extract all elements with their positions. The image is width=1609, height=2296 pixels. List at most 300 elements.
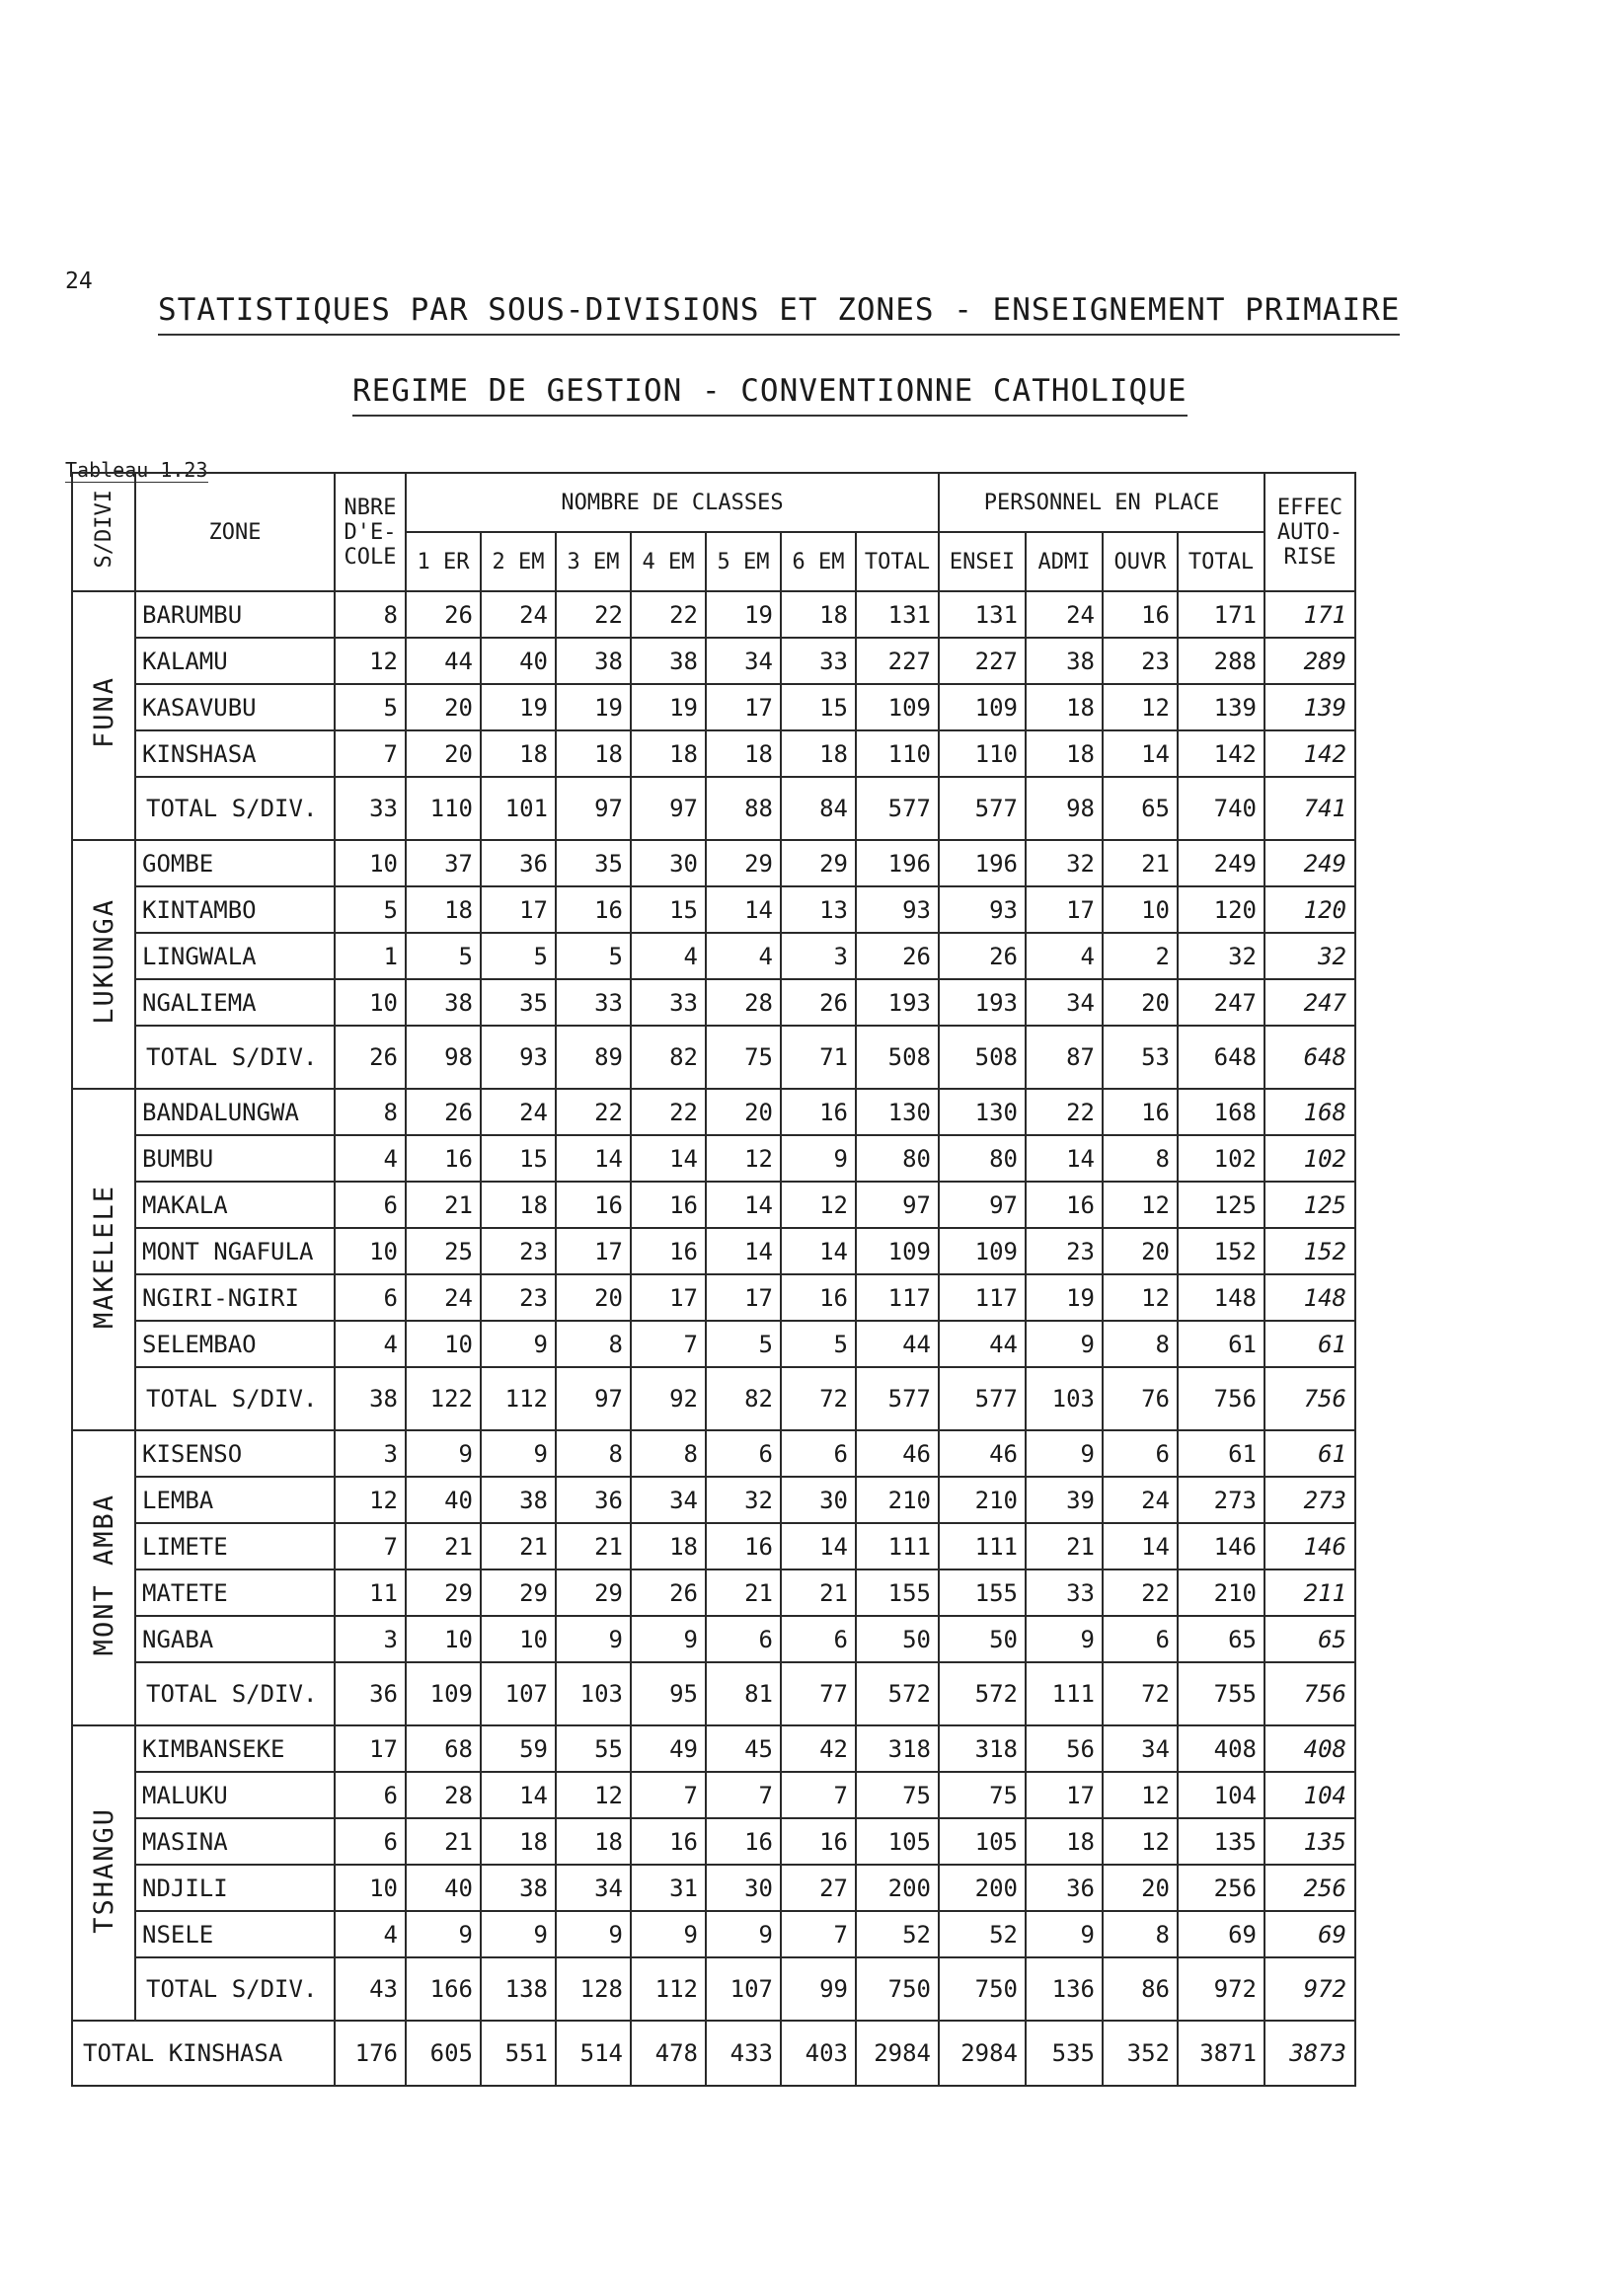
value-cell: 77 <box>781 1662 856 1725</box>
value-cell: 8 <box>335 1089 406 1135</box>
value-cell: 577 <box>939 777 1026 840</box>
value-cell: 82 <box>631 1026 706 1089</box>
value-cell: 35 <box>481 979 556 1026</box>
value-cell: 72 <box>781 1367 856 1430</box>
value-cell: 12 <box>706 1135 781 1182</box>
table-row <box>72 1430 1355 1477</box>
value-cell: 18 <box>1026 684 1103 730</box>
value-cell: 72 <box>1103 1662 1178 1725</box>
value-cell: 196 <box>939 840 1026 886</box>
value-cell: 44 <box>406 638 481 684</box>
value-cell: 38 <box>1026 638 1103 684</box>
effectif-cell: 249 <box>1264 840 1355 886</box>
value-cell: 19 <box>481 684 556 730</box>
zone-name: GOMBE <box>135 840 335 886</box>
table-row <box>72 1865 1355 1911</box>
table-row <box>72 1911 1355 1957</box>
value-cell: 69 <box>1178 1911 1264 1957</box>
value-cell: 32 <box>1178 933 1264 979</box>
value-cell: 577 <box>939 1367 1026 1430</box>
table-reference: Tableau 1.23 <box>65 458 208 482</box>
table-row <box>72 1182 1355 1228</box>
value-cell: 71 <box>781 1026 856 1089</box>
value-cell: 53 <box>1103 1026 1178 1089</box>
table-row <box>72 1321 1355 1367</box>
value-cell: 42 <box>781 1725 856 1772</box>
zone-name: NGABA <box>135 1616 335 1662</box>
value-cell: 11 <box>335 1569 406 1616</box>
value-cell: 36 <box>1026 1865 1103 1911</box>
value-cell: 288 <box>1178 638 1264 684</box>
grand-total-row <box>72 2021 1355 2086</box>
value-cell: 9 <box>406 1911 481 1957</box>
value-cell: 9 <box>556 1911 631 1957</box>
value-cell: 155 <box>939 1569 1026 1616</box>
value-cell: 38 <box>335 1367 406 1430</box>
value-cell: 152 <box>1178 1228 1264 1274</box>
value-cell: 39 <box>1026 1477 1103 1523</box>
subdivision-total-row <box>72 777 1355 840</box>
value-cell: 10 <box>406 1616 481 1662</box>
value-cell: 18 <box>556 1818 631 1865</box>
value-cell: 4 <box>335 1321 406 1367</box>
value-cell: 32 <box>1026 840 1103 886</box>
value-cell: 93 <box>939 886 1026 933</box>
value-cell: 55 <box>556 1725 631 1772</box>
value-cell: 92 <box>631 1367 706 1430</box>
value-cell: 171 <box>1178 591 1264 638</box>
value-cell: 18 <box>1026 730 1103 777</box>
value-cell: 200 <box>856 1865 939 1911</box>
value-cell: 61 <box>1178 1321 1264 1367</box>
value-cell: 14 <box>781 1523 856 1569</box>
value-cell: 8 <box>631 1430 706 1477</box>
value-cell: 40 <box>406 1477 481 1523</box>
document-title: STATISTIQUES PAR SOUS-DIVISIONS ET ZONES - ENSEIGNEMENT PRIMAIRE <box>158 292 1400 336</box>
value-cell: 65 <box>1103 777 1178 840</box>
value-cell: 648 <box>1178 1026 1264 1089</box>
effectif-cell: 148 <box>1264 1274 1355 1321</box>
table-row <box>72 1725 1355 1772</box>
value-cell: 7 <box>631 1772 706 1818</box>
value-cell: 7 <box>781 1911 856 1957</box>
subdivision-label: FUNA <box>72 591 135 840</box>
value-cell: 122 <box>406 1367 481 1430</box>
value-cell: 21 <box>706 1569 781 1616</box>
effectif-cell: 408 <box>1264 1725 1355 1772</box>
value-cell: 6 <box>335 1182 406 1228</box>
value-cell: 256 <box>1178 1865 1264 1911</box>
value-cell: 131 <box>939 591 1026 638</box>
effectif-cell: 135 <box>1264 1818 1355 1865</box>
effectif-cell: 648 <box>1264 1026 1355 1089</box>
value-cell: 12 <box>1103 684 1178 730</box>
subdivision-total-row <box>72 1026 1355 1089</box>
value-cell: 577 <box>856 1367 939 1430</box>
zone-name: KASAVUBU <box>135 684 335 730</box>
value-cell: 6 <box>706 1430 781 1477</box>
value-cell: 9 <box>556 1616 631 1662</box>
value-cell: 21 <box>481 1523 556 1569</box>
value-cell: 18 <box>481 1818 556 1865</box>
value-cell: 76 <box>1103 1367 1178 1430</box>
value-cell: 117 <box>939 1274 1026 1321</box>
value-cell: 107 <box>481 1662 556 1725</box>
value-cell: 50 <box>939 1616 1026 1662</box>
value-cell: 7 <box>335 1523 406 1569</box>
value-cell: 38 <box>631 638 706 684</box>
value-cell: 16 <box>1103 591 1178 638</box>
value-cell: 227 <box>856 638 939 684</box>
value-cell: 24 <box>481 1089 556 1135</box>
value-cell: 535 <box>1026 2021 1103 2086</box>
value-cell: 33 <box>631 979 706 1026</box>
value-cell: 12 <box>781 1182 856 1228</box>
subdivision-total-row <box>72 1367 1355 1430</box>
value-cell: 8 <box>1103 1135 1178 1182</box>
value-cell: 97 <box>939 1182 1026 1228</box>
value-cell: 26 <box>631 1569 706 1616</box>
value-cell: 16 <box>556 1182 631 1228</box>
zone-name: MATETE <box>135 1569 335 1616</box>
effectif-cell: 972 <box>1264 1957 1355 2021</box>
value-cell: 19 <box>556 684 631 730</box>
value-cell: 14 <box>481 1772 556 1818</box>
value-cell: 478 <box>631 2021 706 2086</box>
value-cell: 61 <box>1178 1430 1264 1477</box>
value-cell: 38 <box>481 1865 556 1911</box>
value-cell: 740 <box>1178 777 1264 840</box>
value-cell: 4 <box>335 1135 406 1182</box>
effectif-cell: 120 <box>1264 886 1355 933</box>
value-cell: 572 <box>856 1662 939 1725</box>
header-classes-total: TOTAL <box>856 532 939 591</box>
value-cell: 142 <box>1178 730 1264 777</box>
value-cell: 130 <box>939 1089 1026 1135</box>
header-effec-autorise: EFFEC AUTO- RISE <box>1264 473 1355 591</box>
value-cell: 16 <box>706 1523 781 1569</box>
value-cell: 17 <box>706 684 781 730</box>
value-cell: 10 <box>335 1865 406 1911</box>
value-cell: 135 <box>1178 1818 1264 1865</box>
value-cell: 30 <box>631 840 706 886</box>
table-row <box>72 1818 1355 1865</box>
value-cell: 7 <box>706 1772 781 1818</box>
value-cell: 139 <box>1178 684 1264 730</box>
effectif-cell: 102 <box>1264 1135 1355 1182</box>
effectif-cell: 247 <box>1264 979 1355 1026</box>
value-cell: 10 <box>335 840 406 886</box>
value-cell: 29 <box>706 840 781 886</box>
value-cell: 18 <box>481 1182 556 1228</box>
value-cell: 21 <box>556 1523 631 1569</box>
value-cell: 109 <box>856 1228 939 1274</box>
value-cell: 508 <box>856 1026 939 1089</box>
zone-name: KALAMU <box>135 638 335 684</box>
value-cell: 8 <box>335 591 406 638</box>
value-cell: 12 <box>556 1772 631 1818</box>
effectif-cell: 65 <box>1264 1616 1355 1662</box>
value-cell: 34 <box>706 638 781 684</box>
value-cell: 247 <box>1178 979 1264 1026</box>
value-cell: 23 <box>1103 638 1178 684</box>
value-cell: 26 <box>335 1026 406 1089</box>
value-cell: 227 <box>939 638 1026 684</box>
zone-name: BUMBU <box>135 1135 335 1182</box>
value-cell: 110 <box>856 730 939 777</box>
zone-name: NGIRI-NGIRI <box>135 1274 335 1321</box>
value-cell: 4 <box>1026 933 1103 979</box>
value-cell: 29 <box>406 1569 481 1616</box>
value-cell: 17 <box>1026 886 1103 933</box>
value-cell: 80 <box>939 1135 1026 1182</box>
header-1er: 1 ER <box>406 532 481 591</box>
value-cell: 6 <box>1103 1616 1178 1662</box>
value-cell: 12 <box>335 1477 406 1523</box>
value-cell: 10 <box>1103 886 1178 933</box>
value-cell: 6 <box>781 1616 856 1662</box>
value-cell: 29 <box>556 1569 631 1616</box>
header-5em: 5 EM <box>706 532 781 591</box>
effectif-cell: 146 <box>1264 1523 1355 1569</box>
value-cell: 21 <box>1026 1523 1103 1569</box>
value-cell: 14 <box>706 886 781 933</box>
zone-name: KISENSO <box>135 1430 335 1477</box>
value-cell: 17 <box>481 886 556 933</box>
header-nbre-ecole: NBRE D'E- COLE <box>335 473 406 591</box>
value-cell: 16 <box>1103 1089 1178 1135</box>
value-cell: 210 <box>1178 1569 1264 1616</box>
value-cell: 7 <box>631 1321 706 1367</box>
value-cell: 14 <box>706 1228 781 1274</box>
value-cell: 2984 <box>939 2021 1026 2086</box>
value-cell: 105 <box>939 1818 1026 1865</box>
value-cell: 34 <box>1103 1725 1178 1772</box>
value-cell: 109 <box>939 684 1026 730</box>
zone-name: MAKALA <box>135 1182 335 1228</box>
value-cell: 6 <box>335 1772 406 1818</box>
effectif-cell: 125 <box>1264 1182 1355 1228</box>
value-cell: 36 <box>481 840 556 886</box>
value-cell: 514 <box>556 2021 631 2086</box>
value-cell: 6 <box>1103 1430 1178 1477</box>
value-cell: 40 <box>481 638 556 684</box>
value-cell: 16 <box>706 1818 781 1865</box>
table-row <box>72 979 1355 1026</box>
value-cell: 16 <box>781 1274 856 1321</box>
value-cell: 21 <box>406 1818 481 1865</box>
zone-name: MONT NGAFULA <box>135 1228 335 1274</box>
value-cell: 26 <box>856 933 939 979</box>
table-row <box>72 730 1355 777</box>
value-cell: 8 <box>556 1321 631 1367</box>
value-cell: 36 <box>556 1477 631 1523</box>
value-cell: 75 <box>856 1772 939 1818</box>
table-row <box>72 1089 1355 1135</box>
value-cell: 98 <box>406 1026 481 1089</box>
effectif-cell: 69 <box>1264 1911 1355 1957</box>
value-cell: 5 <box>706 1321 781 1367</box>
value-cell: 125 <box>1178 1182 1264 1228</box>
value-cell: 756 <box>1178 1367 1264 1430</box>
value-cell: 4 <box>335 1911 406 1957</box>
value-cell: 120 <box>1178 886 1264 933</box>
value-cell: 38 <box>556 638 631 684</box>
value-cell: 16 <box>781 1818 856 1865</box>
value-cell: 5 <box>406 933 481 979</box>
value-cell: 24 <box>1026 591 1103 638</box>
effectif-cell: 756 <box>1264 1367 1355 1430</box>
value-cell: 15 <box>481 1135 556 1182</box>
value-cell: 9 <box>631 1616 706 1662</box>
value-cell: 109 <box>406 1662 481 1725</box>
value-cell: 14 <box>781 1228 856 1274</box>
value-cell: 577 <box>856 777 939 840</box>
value-cell: 33 <box>1026 1569 1103 1616</box>
value-cell: 605 <box>406 2021 481 2086</box>
value-cell: 88 <box>706 777 781 840</box>
value-cell: 155 <box>856 1569 939 1616</box>
zone-name: BARUMBU <box>135 591 335 638</box>
value-cell: 200 <box>939 1865 1026 1911</box>
value-cell: 43 <box>335 1957 406 2021</box>
value-cell: 572 <box>939 1662 1026 1725</box>
value-cell: 21 <box>1103 840 1178 886</box>
value-cell: 20 <box>1103 979 1178 1026</box>
value-cell: 29 <box>481 1569 556 1616</box>
value-cell: 9 <box>1026 1911 1103 1957</box>
value-cell: 97 <box>856 1182 939 1228</box>
value-cell: 23 <box>1026 1228 1103 1274</box>
value-cell: 37 <box>406 840 481 886</box>
zone-name: KINTAMBO <box>135 886 335 933</box>
value-cell: 6 <box>781 1430 856 1477</box>
value-cell: 9 <box>631 1911 706 1957</box>
subdivision-label: MAKELELE <box>72 1089 135 1430</box>
value-cell: 972 <box>1178 1957 1264 2021</box>
value-cell: 20 <box>1103 1228 1178 1274</box>
value-cell: 14 <box>1103 1523 1178 1569</box>
value-cell: 107 <box>706 1957 781 2021</box>
value-cell: 130 <box>856 1089 939 1135</box>
effectif-cell: 104 <box>1264 1772 1355 1818</box>
value-cell: 131 <box>856 591 939 638</box>
value-cell: 7 <box>781 1772 856 1818</box>
value-cell: 20 <box>1103 1865 1178 1911</box>
value-cell: 168 <box>1178 1089 1264 1135</box>
header-nombre-classes: NOMBRE DE CLASSES <box>406 473 939 532</box>
subdivision-label: LUKUNGA <box>72 840 135 1089</box>
value-cell: 10 <box>406 1321 481 1367</box>
zone-name: KIMBANSEKE <box>135 1725 335 1772</box>
value-cell: 4 <box>706 933 781 979</box>
value-cell: 97 <box>631 777 706 840</box>
value-cell: 273 <box>1178 1477 1264 1523</box>
value-cell: 166 <box>406 1957 481 2021</box>
subdivision-label: TSHANGU <box>72 1725 135 2021</box>
value-cell: 22 <box>556 591 631 638</box>
value-cell: 17 <box>706 1274 781 1321</box>
value-cell: 24 <box>481 591 556 638</box>
grand-total-label: TOTAL KINSHASA <box>72 2021 335 2086</box>
value-cell: 36 <box>335 1662 406 1725</box>
value-cell: 136 <box>1026 1957 1103 2021</box>
value-cell: 10 <box>481 1616 556 1662</box>
value-cell: 18 <box>706 730 781 777</box>
value-cell: 19 <box>706 591 781 638</box>
zone-name: MASINA <box>135 1818 335 1865</box>
zone-name: LEMBA <box>135 1477 335 1523</box>
value-cell: 14 <box>706 1182 781 1228</box>
value-cell: 9 <box>481 1430 556 1477</box>
table-row <box>72 1569 1355 1616</box>
value-cell: 146 <box>1178 1523 1264 1569</box>
value-cell: 105 <box>856 1818 939 1865</box>
value-cell: 23 <box>481 1228 556 1274</box>
value-cell: 12 <box>1103 1182 1178 1228</box>
value-cell: 33 <box>781 638 856 684</box>
value-cell: 20 <box>556 1274 631 1321</box>
value-cell: 112 <box>631 1957 706 2021</box>
value-cell: 21 <box>406 1182 481 1228</box>
value-cell: 6 <box>335 1274 406 1321</box>
value-cell: 10 <box>335 1228 406 1274</box>
value-cell: 12 <box>1103 1274 1178 1321</box>
value-cell: 26 <box>939 933 1026 979</box>
table-row <box>72 684 1355 730</box>
value-cell: 3871 <box>1178 2021 1264 2086</box>
value-cell: 93 <box>481 1026 556 1089</box>
value-cell: 19 <box>1026 1274 1103 1321</box>
value-cell: 86 <box>1103 1957 1178 2021</box>
value-cell: 15 <box>781 684 856 730</box>
value-cell: 318 <box>939 1725 1026 1772</box>
table-row <box>72 1228 1355 1274</box>
value-cell: 5 <box>335 886 406 933</box>
value-cell: 87 <box>1026 1026 1103 1089</box>
value-cell: 9 <box>1026 1616 1103 1662</box>
effectif-cell: 171 <box>1264 591 1355 638</box>
value-cell: 101 <box>481 777 556 840</box>
value-cell: 103 <box>556 1662 631 1725</box>
value-cell: 20 <box>406 684 481 730</box>
value-cell: 20 <box>406 730 481 777</box>
page-number: 24 <box>65 268 93 294</box>
value-cell: 26 <box>406 591 481 638</box>
value-cell: 95 <box>631 1662 706 1725</box>
value-cell: 98 <box>1026 777 1103 840</box>
value-cell: 17 <box>556 1228 631 1274</box>
value-cell: 8 <box>556 1430 631 1477</box>
value-cell: 46 <box>856 1430 939 1477</box>
value-cell: 59 <box>481 1725 556 1772</box>
value-cell: 103 <box>1026 1367 1103 1430</box>
table-row <box>72 638 1355 684</box>
value-cell: 112 <box>481 1367 556 1430</box>
value-cell: 12 <box>1103 1818 1178 1865</box>
header-personnel: PERSONNEL EN PLACE <box>939 473 1264 532</box>
value-cell: 18 <box>556 730 631 777</box>
value-cell: 12 <box>335 638 406 684</box>
value-cell: 89 <box>556 1026 631 1089</box>
effectif-cell: 61 <box>1264 1430 1355 1477</box>
value-cell: 111 <box>1026 1662 1103 1725</box>
value-cell: 50 <box>856 1616 939 1662</box>
effectif-cell: 142 <box>1264 730 1355 777</box>
value-cell: 97 <box>556 1367 631 1430</box>
value-cell: 210 <box>939 1477 1026 1523</box>
value-cell: 34 <box>1026 979 1103 1026</box>
